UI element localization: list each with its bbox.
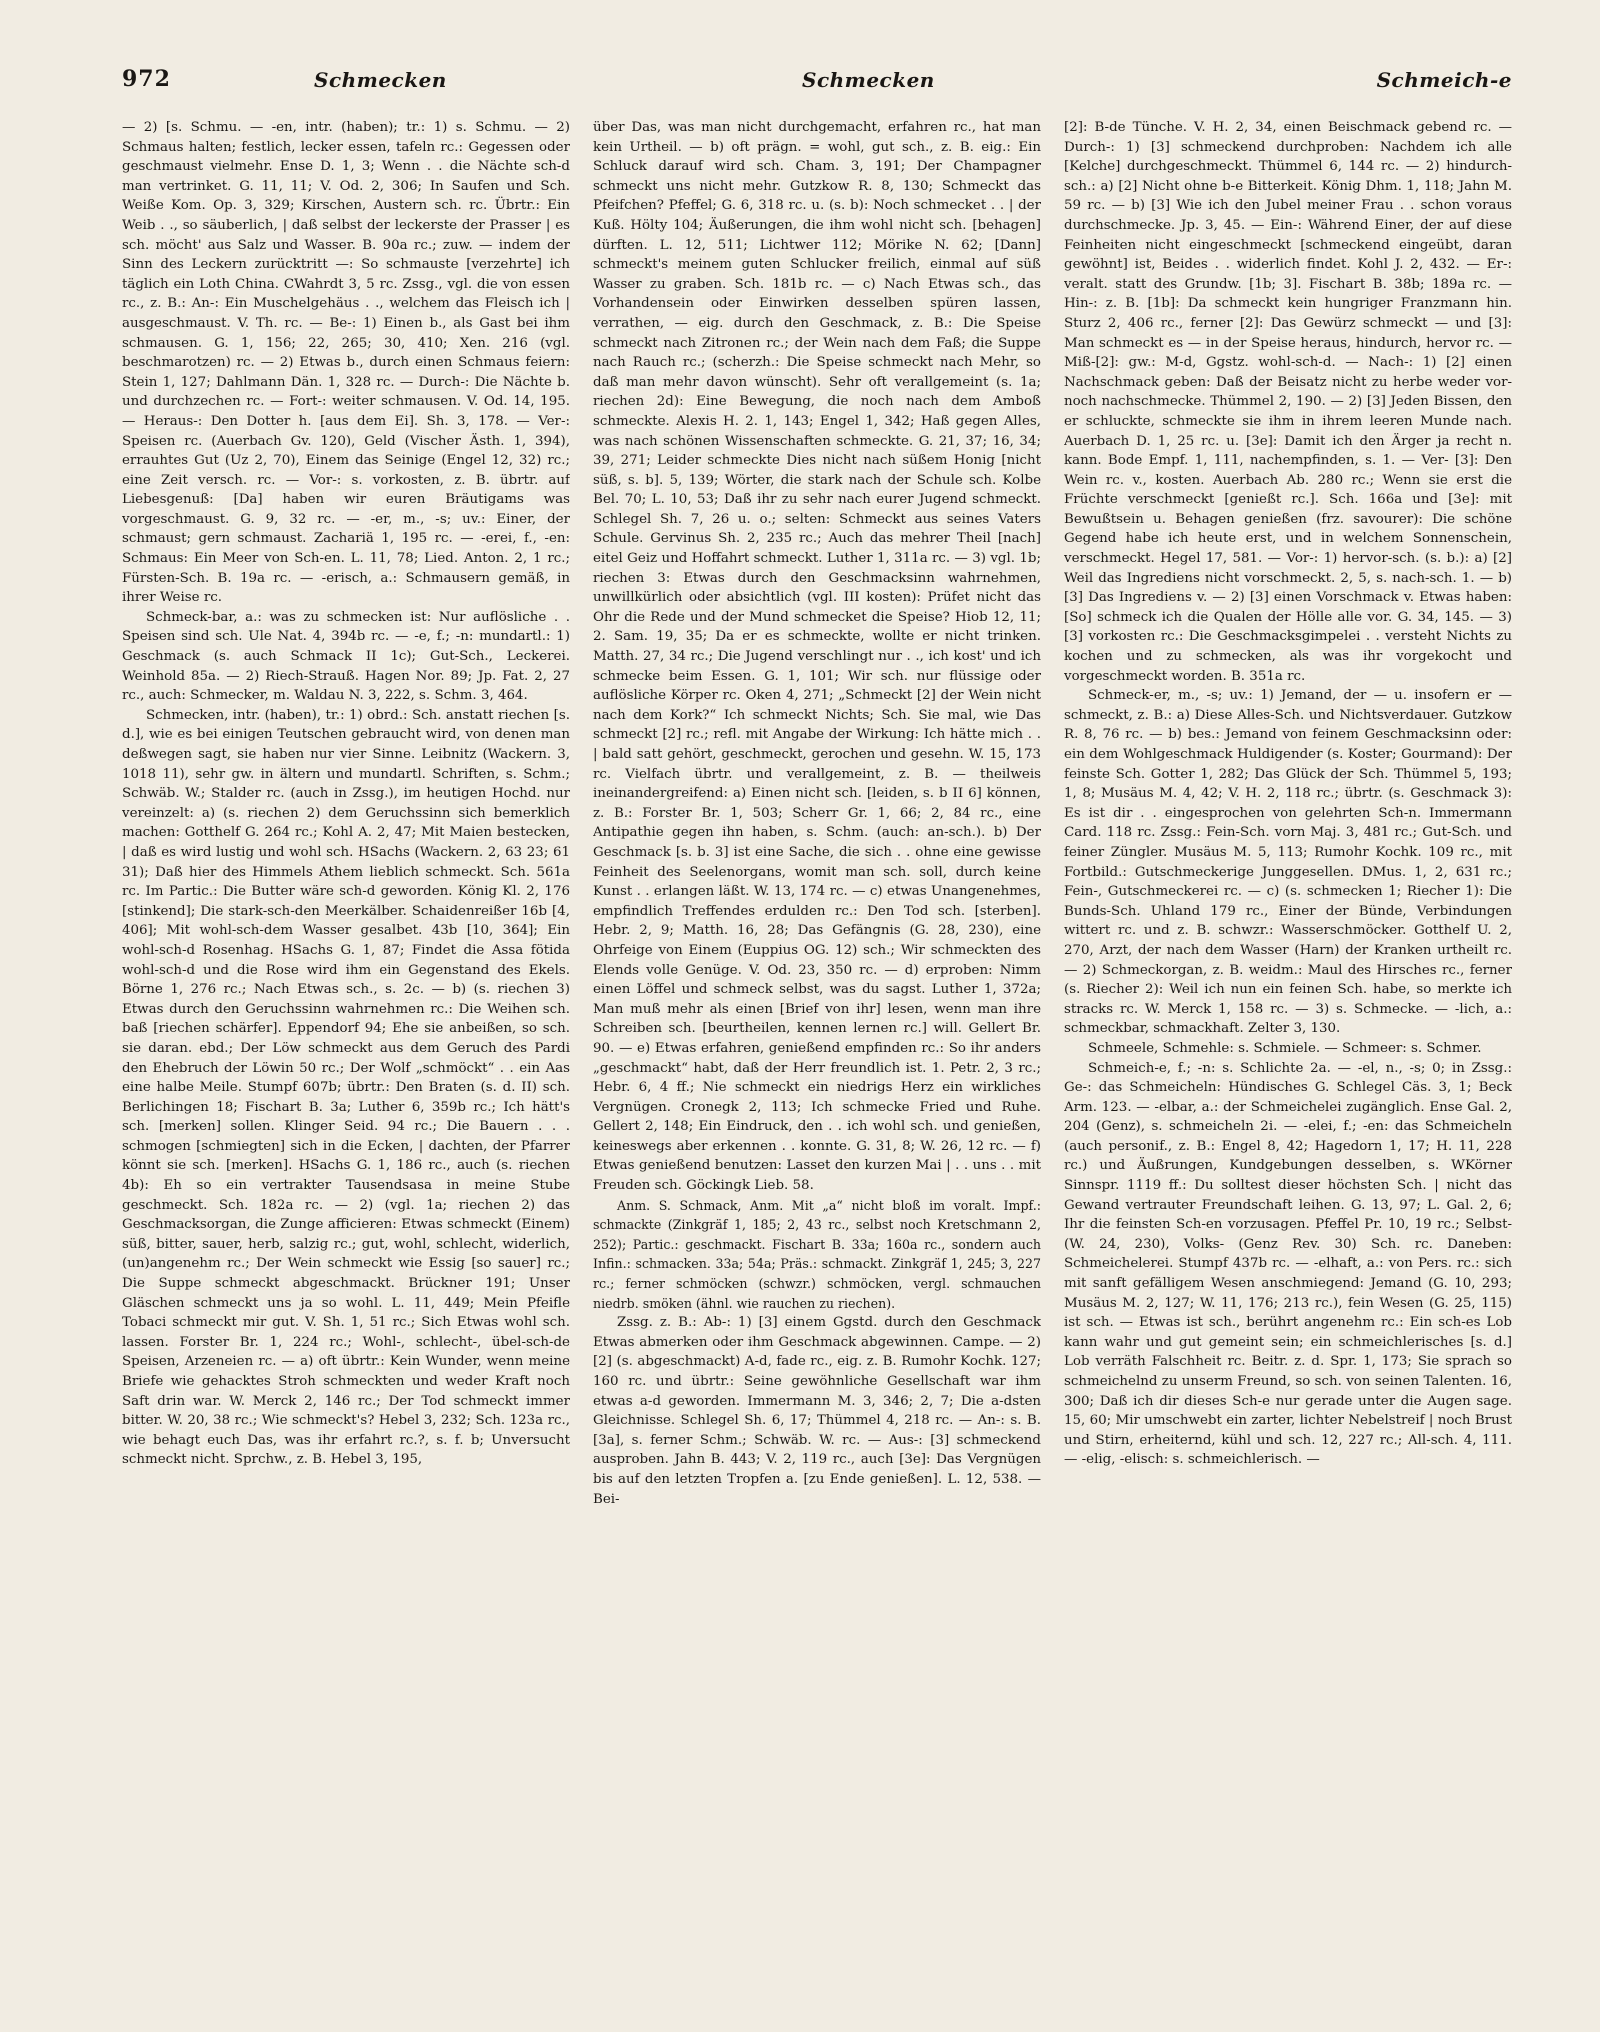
annotation-paragraph: Anm. S. Schmack, Anm. Mit „a“ nicht bloß im voralt. Impf.: schmackte (Zinkgräf 1, 185; 2, 43 rc., selbst noch Kretschmann 2, 252); Partic.: geschmackt. Fischart B. 33a; 160a rc., sondern auch Infin.: schmacken. 33a; 54a; Präs.: schmackt. Zinkgräf 1, 245; 3, 227 rc.; ferner schmöcken (schwzr.) schmöcken, vergl. schmauchen niedrb. smöken (ähnl. wie rauchen zu riechen). [593,1197,1041,1311]
page-number: 972 [122,66,171,92]
entry-paragraph: über Das, was man nicht durchgemacht, erfahren rc., hat man kein Urtheil. — b) oft prägn. = wohl, gut sch., z. B. eig.: Ein Schluck darauf wird sch. Cham. 3, 191; Der Champagner schmeckt uns nicht mehr. Gutzkow R. 8, 130; Schmeckt das Pfeifchen? Pfeffel; G. 6, 318 rc. u. (s. b): Noch schmecket . . | der Kuß. Hölty 104; Äußerungen, die ihm wohl nicht sch. [behagen] dürften. L. 12, 511; Lichtwer 112; Mörike N. 62; [Dann] schmeckt's meinem guten Schlucker freilich, einmal auf süß Wasser zu graben. Sch. 181b rc. — c) Nach Etwas sch., das Vorhandensein oder Einwirken desselben spüren lassen, verrathen, — eig. durch den Geschmack, z. B.: Die Speise schmeckt nach Zitronen rc.; der Wein nach dem Faß; die Suppe nach Rauch rc.; (scherzh.: Die Speise schmeckt nach Mehr, so daß man mehr davon wünscht). Sehr oft verallgemeint (s. 1a; riechen 2d): Eine Bewegung, die noch nach dem Amboß schmeckte. Alexis H. 2. 1, 143; Engel 1, 342; Haß gegen Alles, was nach schönen Wissenschaften schmeckte. G. 21, 37; 16, 34; 39, 271; Leider schmeckte Dies nicht nach süßem Honig [nicht süß, s. b]. 5, 139; Wörter, die stark nach der Schule sch. Kolbe Bel. 70; L. 10, 53; Daß ihr zu sehr nach eurer Jugend schmeckt. Schlegel Sh. 7, 26 u. o.; selten: Schmeckt aus seines Vaters Schule. Gervinus Sh. 2, 235 rc.; Auch das mehrer Theil [nach] eitel Geiz und Hoffahrt schmeckt. Luther 1, 311a rc. — 3) vgl. 1b; riechen 3: Etwas durch den Geschmacksinn wahrnehmen, unwillkürlich oder absichtlich (vgl. III kosten): Prüfet nicht das Ohr die Rede und der Mund schmecket die Speise? Hiob 12, 11; 2. Sam. 19, 35; Da er es schmeckte, wollte er nicht trinken. Matth. 27, 34 rc.; Die Jugend verschlingt nur . ., ich kost' und ich schmecke beim Essen. G. 1, 101; Wir sch. nur flüssige oder auflösliche Körper rc. Oken 4, 271; „Schmeckt [2] der Wein nicht nach dem Kork?“ Ich schmeckt Nichts; Sch. Sie mal, wie Das schmeckt [2] rc.; refl. mit Angabe der Wirkung: Ich hätte mich . . | bald satt gehört, geschmeckt, gerochen und gesehn. W. 15, 173 rc. Vielfach übrtr. und verallgemeint, z. B. — theilweis ineinandergreifend: a) Einen nicht sch. [leiden, s. b II 6] können, z. B.: Forster Br. 1, 503; Scherr Gr. 1, 66; 2, 84 rc., eine Antipathie gegen ihn haben, s. Schm. (auch: an-sch.). b) Der Geschmack [s. b. 3] ist eine Sache, die sich . . ohne eine gewisse Feinheit des Seelenorgans, womit man sch. soll, durch keine Kunst . . erlangen läßt. W. 13, 174 rc. — c) etwas Unangenehmes, empfindlich Treffendes erdulden rc.: Den Tod sch. [sterben]. Hebr. 2, 9; Matth. 16, 28; Das Gefängnis (G. 28, 230), eine Ohrfeige von Einem (Euppius OG. 12) sch.; Wir schmeckten des Elends volle Genüge. V. Od. 23, 350 rc. — d) erproben: Nimm einen Löffel und schmeck selbst, was du sagst. Luther 1, 372a; Man muß mehr als einen [Brief von ihr] lesen, wenn man ihre Schreiben sch. [beurtheilen, kennen lernen rc.] will. Gellert Br. 90. — e) Etwas erfahren, genießend empfinden rc.: So ihr anders „geschmackt“ habt, daß der Herr freundlich ist. 1. Petr. 2, 3 rc.; Hebr. 6, 4 ff.; Nie schmeckt ein niedrigs Herz ein wirkliches Vergnügen. Cronegk 2, 113; Ich schmecke Fried und Ruhe. Gellert 2, 148; Ein Eindruck, den . . ich wohl sch. und genießen, keineswegs aber erkennen . . konnte. G. 31, 8; W. 26, 12 rc. — f) Etwas genießend benutzen: Lasset den kurzen Mai | . . uns . . mit Freuden sch. Göckingk Lieb. 58. [593,120,1041,1194]
entry-paragraph: Zssg. z. B.: Ab-: 1) [3] einem Ggstd. durch den Geschmack Etwas abmerken oder ihm Geschmack abgewinnen. Campe. — 2) [2] (s. abgeschmackt) A-d, fade rc., eig. z. B. Rumohr Kochk. 127; 160 rc. und übrtr.: Seine gewöhnliche Gesellschaft war ihm etwas a-d geworden. Immermann M. 3, 346; 2, 7; Die a-dsten Gleichnisse. Schlegel Sh. 6, 17; Thümmel 4, 218 rc. — An-: s. B. [3a], s. ferner Schm.; Schwäb. W. rc. — Aus-: [3] schmeckend ausproben. Jahn B. 443; V. 2, 119 rc., auch [3e]: Das Vergnügen bis auf den letzten Tropfen a. [zu Ende genießen]. L. 12, 538. — Bei- [593,1315,1041,1507]
text-columns [122,118,1512,1998]
column-left [122,118,570,1998]
running-head-center: Schmecken [802,68,935,92]
entry-paragraph: Schmeck-er, m., -s; uv.: 1) Jemand, der — u. insofern er — schmeckt, z. B.: a) Diese Alles-Sch. und Nichtsverdauer. Gutzkow R. 8, 76 rc. — b) bes.: Jemand von feinem Geschmacksinn oder: ein dem Wohlgeschmack Huldigender (s. Koster; Gourmand): Der feinste Sch. Gotter 1, 282; Das Glück der Sch. Thümmel 5, 193; 1, 8; Musäus M. 4, 42; V. H. 2, 118 rc.; übrtr. (s. Geschmack 3): Es ist dir . . eingesprochen von gelehrten Sch-n. Immermann Card. 118 rc. Zssg.: Fein-Sch. vorn Maj. 3, 481 rc.; Gut-Sch. und feiner Züngler. Musäus M. 5, 113; Rumohr Kochk. 109 rc., mit Fortbild.: Gutschmeckerige Junggesellen. DMus. 1, 2, 631 rc.; Fein-, Gutschmeckerei rc. — c) (s. schmecken 1; Riecher 1): Die Bunds-Sch. Uhland 179 rc., Einer der Bünde, Verbindungen wittert rc. und z. B. schwzr.: Wasserschmöcker. Gotthelf U. 2, 270, Arzt, der nach dem Wasser (Harn) der Kranken urtheilt rc. — 2) Schmeckorgan, z. B. weidm.: Maul des Hirsches rc., ferner (s. Riecher 2): Weil ich nun ein feinen Sch. habe, so merkte ich stracks rc. W. Merck 1, 158 rc. — 3) s. Schmecke. — -lich, a.: schmeckbar, schmackhaft. Zelter 3, 130. [1064,688,1512,1037]
column-right [1064,118,1512,1998]
entry-paragraph: — 2) [s. Schmu. — -en, intr. (haben); tr.: 1) s. Schmu. — 2) Schmaus halten; festlich, lecker essen, tafeln rc.: Gegessen oder geschmaust vielmehr. Ense D. 1, 3; Wenn . . die Nächte sch-d man vertrinket. G. 11, 11; V. Od. 2, 306; In Saufen und Sch. Weiße Kom. Op. 3, 329; Kirschen, Austern sch. rc. Übrtr.: Ein Weib . ., so säuberlich, | daß selbst der leckerste der Prasser | es sch. möcht' aus Salz und Wasser. B. 90a rc.; zuw. — indem der Sinn des Leckern zurücktritt —: So schmauste [verzehrte] ich täglich ein Loth China. CWahrdt 3, 5 rc. Zssg., vgl. die von essen rc., z. B.: An-: Ein Muschelgehäus . ., welchem das Fleisch ich | ausgeschmaust. V. Th. rc. — Be-: 1) Einen b., als Gast bei ihm schmausen. G. 1, 156; 22, 265; 30, 410; Xen. 216 (vgl. beschmarotzen) rc. — 2) Etwas b., durch einen Schmaus feiern: Stein 1, 127; Dahlmann Dän. 1, 328 rc. — Durch-: Die Nächte b. und durchzechen rc. — Fort-: weiter schmausen. V. Od. 14, 195. — Heraus-: Den Dotter h. [aus dem Ei]. Sh. 3, 178. — Ver-: Speisen rc. (Auerbach Gv. 120), Geld (Vischer Ästh. 1, 394), errauhtes Gut (Uz 2, 70), Einem das Seinige (Engel 12, 32) rc.; eine Zeit versch. rc. — Vor-: s. vorkosten, z. B. übrtr. auf Liebesgenuß: [Da] haben wir euren Bräutigams was vorgeschmaust. G. 9, 32 rc. — -er, m., -s; uv.: Einer, der schmaust; gern schmaust. Zachariä 1, 195 rc. — -erei, f., -en: Schmaus: Ein Meer von Sch-en. L. 11, 78; Lied. Anton. 2, 1 rc.; Fürsten-Sch. B. 19a rc. — -erisch, a.: Schmausern gemäß, in ihrer Weise rc. [122,120,570,606]
entry-paragraph: Schmecken, intr. (haben), tr.: 1) obrd.: Sch. anstatt riechen [s. d.], wie es bei einigen Teutschen gebraucht wird, von denen man deßwegen sagt, sie haben nur vier Sinne. Leibnitz (Wackern. 3, 1018 11), sehr gw. in ältern und mundartl. Schriften, s. Schm.; Schwäb. W.; Stalder rc. (auch in Zssg.), im heutigen Hochd. nur vereinzelt: a) (s. riechen 2) dem Geruchssinn sich bemerklich machen: Gotthelf G. 264 rc.; Kohl A. 2, 47; Mit Maien bestecken, | daß es wird lustig und wohl sch. HSachs (Wackern. 2, 63 23; 61 31); Daß hier des Himmels Athem lieblich schmeckt. Sch. 561a rc. Im Partic.: Die Butter wäre sch-d geworden. König Kl. 2, 176 [stinkend]; Die stark-sch-den Meerkälber. Schaidenreißer 16b [4, 406]; Mit wohl-sch-dem Wasser gesalbet. 43b [10, 364]; Ein wohl-sch-d Rosenhag. HSachs G. 1, 87; Findet die Assa fötida wohl-sch-d und die Rose wird ihm ein Gegenstand des Ekels. Börne 1, 276 rc.; Nach Etwas sch., s. 2c. — b) (s. riechen 3) Etwas durch den Geruchssinn wahrnehmen rc.: Die Weihen sch. baß [riechen schärfer]. Eppendorf 94; Ehe sie anbeißen, so sch. sie daran. ebd.; Der Löw schmeckt aus dem Geruch des Pardi den Ehebruch der Löwin 50 rc.; Der Wolf „schmöckt“ . . ein Aas eine halbe Meile. Stumpf 607b; übrtr.: Den Braten (s. d. II) sch. Berlichingen 18; Fischart B. 3a; Luther 6, 359b rc.; Ich hätt's sch. [merken] sollen. Klinger Seid. 94 rc.; Die Bauern . . . schmogen [schmiegten] sich in die Ecken, | dachten, der Pfarrer könnt sie sch. [merken]. HSachs G. 1, 186 rc., auch (s. riechen 4b): Eh so ein vertrakter Tausendsasa in meine Stube geschmeckt. Sch. 182a rc. — 2) (vgl. 1a; riechen 2) das Geschmacksorgan, die Zunge afficieren: Etwas schmeckt (Einem) süß, bitter, sauer, herb, salzig rc.; gut, wohl, schlecht, widerlich, (un)angenehm rc.; Der Wein schmeckt wie Essig [so sauer] rc.; Die Suppe schmeckt abgeschmackt. Brückner 191; Unser Gläschen schmeckt uns ja so wohl. L. 11, 449; Mein Pfeifle Tobaci schmeckt mir gut. V. Sh. 1, 51 rc.; Sich Etwas wohl sch. lassen. Forster Br. 1, 224 rc.; Wohl-, schlecht-, übel-sch-de Speisen, Arzeneien rc. — a) oft übrtr.: Kein Wunder, wenn meine Briefe wie gehacktes Stroh schmeckten und weder Kraft noch Saft drin war. W. Merck 2, 146 rc.; Der Tod schmeckt immer bitter. W. 20, 38 rc.; Wie schmeckt's? Hebel 3, 232; Sch. 123a rc., wie behagt euch Das, was ihr erfahrt rc.?, s. f. b; Unversucht schmeckt nicht. Sprchw., z. B. Hebel 3, 195, [122,707,570,1468]
page-header [122,62,1512,102]
running-head-right: Schmeich-e [1376,68,1512,92]
entry-paragraph: Schmeele, Schmehle: s. Schmiele. — Schmeer: s. Schmer. [1088,1040,1482,1056]
column-middle [593,118,1041,1998]
entry-paragraph: Schmeck-bar, a.: was zu schmecken ist: Nur auflösliche . . Speisen sind sch. Ule Nat. 4, 394b rc. — -e, f.; -n: mundartl.: 1) Geschmack (s. auch Schmack II 1c); Gut-Sch., Leckerei. Weinhold 85a. — 2) Riech-Strauß. Hagen Nor. 89; Jp. Fat. 2, 27 rc., auch: Schmecker, m. Waldau N. 3, 222, s. Schm. 3, 464. [122,609,570,704]
entry-paragraph: [2]: B-de Tünche. V. H. 2, 34, einen Beischmack gebend rc. — Durch-: 1) [3] schmeckend durchproben: Nachdem ich alle [Kelche] durchgeschmeckt. Thümmel 6, 144 rc. — 2) hindurch-sch.: a) [2] Nicht ohne b-e Bitterkeit. König Dhm. 1, 118; Jahn M. 59 rc. — b) [3] Wie ich den Jubel meiner Frau . . schon voraus durchschmecke. Jp. 3, 45. — Ein-: Während Einer, der auf diese Feinheiten nicht eingeschmeckt [schmeckend eingeübt, daran gewöhnt] ist, Beides . . widerlich findet. Kohl J. 2, 432. — Er-: veralt. statt des Grundw. [1b; 3]. Fischart B. 38b; 189a rc. — Hin-: z. B. [1b]: Da schmeckt kein hungriger Franzmann hin. Sturz 2, 406 rc., ferner [2]: Das Gewürz schmeckt — und [3]: Man schmeckt es — in der Speise heraus, hindurch, hervor rc. — Miß-[2]: gw.: M-d, Ggstz. wohl-sch-d. — Nach-: 1) [2] einen Nachschmack geben: Daß der Beisatz nicht zu herbe weder vor- noch nachschmecke. Thümmel 2, 190. — 2) [3] Jeden Bissen, den er schluckte, schmeckte sie ihm in ihrem leeren Munde nach. Auerbach D. 1, 25 rc. u. [3e]: Damit ich den Ärger ja recht n. kann. Bode Empf. 1, 111, nachempfinden, s. 1. — Ver- [3]: Den Wein rc. v., kosten. Auerbach Ab. 280 rc.; Wenn sie erst die Früchte verschmeckt [genießt rc.]. Sch. 166a und [3e]: mit Bewußtsein u. Behagen genießen (frz. savourer): Die schöne Gegend habe ich heute erst, und in welchem Sonnenschein, verschmeckt. Hegel 17, 581. — Vor-: 1) hervor-sch. (s. b.): a) [2] Weil das Ingrediens nicht vorschmeckt. 2, 5, s. nach-sch. 1. — b) [3] Das Ingrediens v. — 2) [3] einen Vorschmack v. Etwas haben: [So] schmeck ich die Qualen der Hölle alle vor. G. 34, 145. — 3) [3] vorkosten rc.: Die Geschmacksgimpelei . . versteht Nichts zu kochen und zu schmecken, als was ihr vorgekocht und vorgeschmeckt worden. B. 351a rc. [1064,120,1512,684]
running-head-left: Schmecken [314,68,447,92]
entry-paragraph: Schmeich-e, f.; -n: s. Schlichte 2a. — -el, n., -s; 0; in Zssg.: Ge-: das Schmeicheln: Hündisches G. Schlegel Cäs. 3, 1; Beck Arm. 123. — -elbar, a.: der Schmeichelei zugänglich. Ense Gal. 2, 204 (Genz), s. schmeicheln 2i. — -elei, f.; -en: das Schmeicheln (auch personif., z. B.: Engel 8, 42; Hagedorn 1, 17; H. 11, 228 rc.) und Äußrungen, Kundgebungen desselben, s. WKörner Sinnspr. 1119 ff.: Du solltest dieser höchsten Sch. | nicht das Gewand vertrauter Freundschaft leihen. G. 13, 97; L. Gal. 2, 6; Ihr die feinsten Sch-en vorzusagen. Pfeffel Pr. 10, 19 rc.; Selbst- (W. 24, 230), Volks- (Genz Rev. 30) Sch. rc. Daneben: Schmeichelerei. Stumpf 437b rc. — -elhaft, a.: von Pers. rc.: sich mit sanft gefälligem Wesen anschmiegend: Jemand (G. 10, 293; Musäus M. 2, 127; W. 11, 176; 213 rc.), fein Wesen (G. 25, 115) ist sch. — Etwas ist sch., berührt angenehm rc.: Ein sch-es Lob kann wahr und gut gemeint sein; ein schmeichlerisches [s. d.] Lob verräth Falschheit rc. Beitr. z. d. Spr. 1, 173; Sie sprach so schmeichelnd zu unserm Freund, so sch. von seinen Talenten. 16, 300; Daß ich dir dieses Sch-e nur gerade unter die Augen sage. 15, 60; Mir umschwebt ein zarter, lichter Nebelstreif | noch Brust und Stirn, erheiternd, kühl und sch. 12, 227 rc.; All-sch. 4, 111. — -elig, -elisch: s. schmeichlerisch. — [1064,1060,1512,1468]
